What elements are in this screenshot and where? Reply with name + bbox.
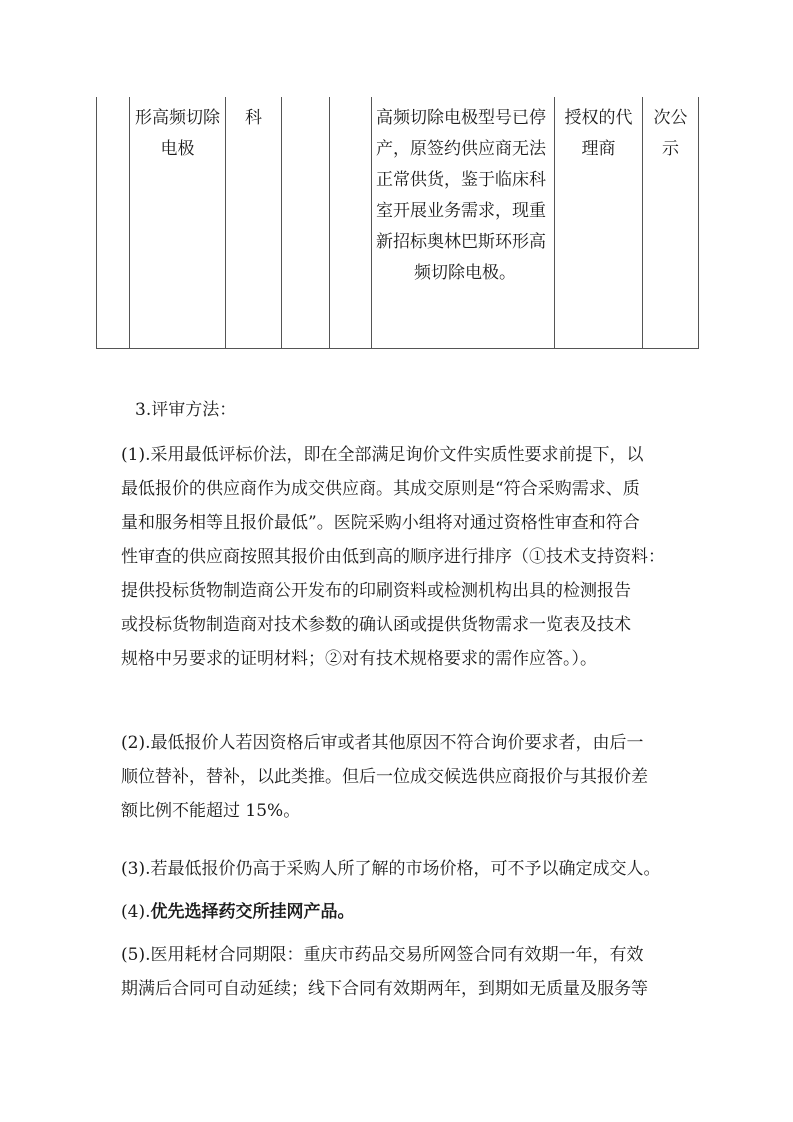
note-line: 次公 [653,108,688,128]
paragraph-4 [121,895,691,929]
paragraph-2 [121,726,691,828]
paragraph-line: 额比例不能超过 15%。 [121,801,301,821]
paragraph-line: 最低报价的供应商作为成交供应商。其成交原则是“符合采购需求、质 [121,479,640,499]
table-cell-note [643,97,699,348]
product-name-line: 形高频切除 [135,108,220,128]
paragraph-line: 顺位替补，替补，以此类推。但后一位成交候选供应商报价与其报价差 [121,767,648,787]
table-row [97,97,699,348]
paragraph-line: (1).采用最低评标价法，即在全部满足询价文件实质性要求前提下，以 [121,445,644,465]
paragraph-line: 性审查的供应商按照其报价由低到高的顺序进行排序（①技术支持资料： [121,547,665,567]
reason-line: 高频切除电极型号已停 [376,108,546,128]
paragraph-5 [121,938,691,1006]
paragraph-4-bold: 优先选择药交所挂网产品。 [150,902,355,922]
table-cell-supplier [555,97,643,348]
reason-line: 室开展业务需求，现重 [376,201,546,221]
supplier-line: 授权的代 [564,108,633,128]
procurement-table [96,97,699,349]
paragraph-line: 提供投标货物制造商公开发布的印刷资料或检测机构出具的检测报告 [121,581,631,601]
reason-line: 产，原签约供应商无法 [376,139,546,159]
table-cell-unit: 科 [226,97,282,348]
table-cell-index [97,97,130,348]
paragraph-line: (5).医用耗材合同期限：重庆市药品交易所网签合同有效期一年，有效 [121,945,644,965]
paragraph-line: 量和服务相等且报价最低”。医院采购小组将对通过资格性审查和符合 [121,513,640,533]
supplier-line: 理商 [581,139,616,159]
table-cell-product-name [130,97,226,348]
table-cell-empty [282,97,330,348]
paragraph-line: 规格中另要求的证明材料；②对有技术规格要求的需作应答。）。 [121,649,597,669]
table-cell-reason [372,97,555,348]
paragraph-1 [121,438,691,676]
reason-line: 新招标奥林巴斯环形高 [376,232,546,252]
paragraph-3: (3).若最低报价仍高于采购人所了解的市场价格，可不予以确定成交人。 [121,859,661,879]
note-line: 示 [662,139,679,159]
paragraph-line: 或投标货物制造商对技术参数的确认函或提供货物需求一览表及技术 [121,615,631,635]
reason-line: 正常供货，鉴于临床科 [376,170,546,190]
table-cell-empty [330,97,372,348]
section-heading: 3.评审方法： [135,400,237,420]
reason-line: 频切除电极。 [414,263,516,283]
product-name-line: 电极 [160,139,195,159]
paragraph-line: (2).最低报价人若因资格后审或者其他原因不符合询价要求者，由后一 [121,733,644,753]
paragraph-line: 期满后合同可自动延续；线下合同有效期两年，到期如无质量及服务等 [121,979,648,999]
paragraph-4-prefix: (4). [121,902,151,922]
